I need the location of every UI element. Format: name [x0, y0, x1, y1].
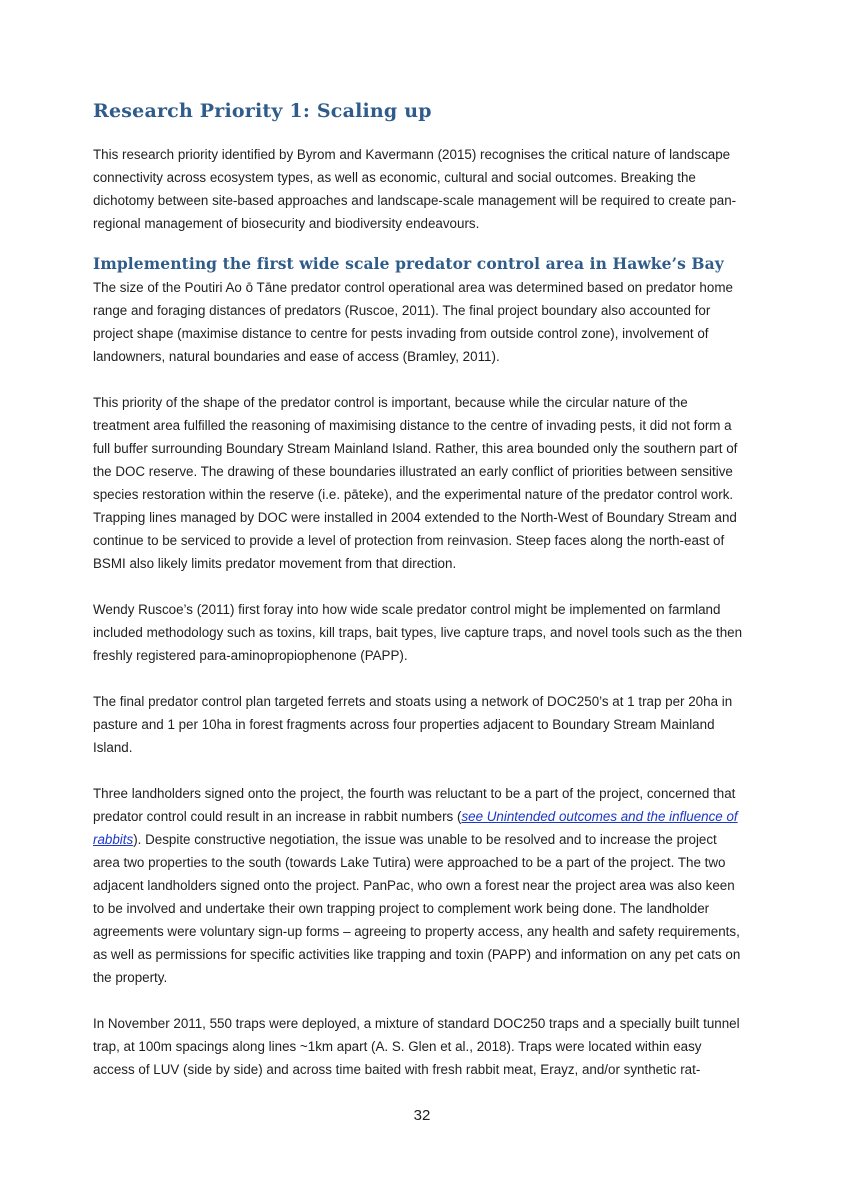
paragraph-ruscoe-methodology: Wendy Ruscoe’s (2011) first foray into how wide scale predator control might be implemented on farmland included methodology such as toxins, kill traps, bait types, live capture traps, and novel tools such as the then freshly registered para-aminopropiophenone (PAPP).	[93, 602, 743, 663]
page-number: 32	[413, 1107, 431, 1124]
subsection-heading: Implementing the first wide scale predator control area in Hawke’s Bay	[93, 254, 724, 273]
landholders-text-before: Three landholders signed onto the project, the fourth was reluctant to be a part of the project, concerned that predator control could result in an increase in rabbit numbers (	[93, 786, 736, 824]
document-page	[93, 96, 745, 1081]
paragraph-landholders	[93, 782, 745, 989]
paragraph-control-plan: The final predator control plan targeted ferrets and stoats using a network of DOC250’s at 1 trap per 20ha in pasture and 1 per 10ha in forest fragments across four properties adjacent to Boundary Stream Mainland Island.	[93, 694, 733, 755]
landholders-text-after: ). Despite constructive negotiation, the issue was unable to be resolved and to increase the project area two properties to the south (towards Lake Tutira) were approached to be a part of the project. The two adjacent landholders signed onto the project. PanPac, who own a forest near the project area was also keen to be involved and undertake their own trapping project to complement work being done. The landholder agreements were voluntary sign-up forms – agreeing to property access, any health and safety requirements, as well as permissions for specific activities like trapping and toxin (PAPP) and information on any pet cats on the property.	[93, 832, 741, 985]
section-heading: Research Priority 1: Scaling up	[93, 100, 432, 122]
paragraph-shape-priority: This priority of the shape of the predator control is important, because while the circular nature of the treatment area fulfilled the reasoning of maximising distance to the centre of invading pests, it did not form a full buffer surrounding Boundary Stream Mainland Island. Rather, this area bounded only the southern part of the DOC reserve. The drawing of these boundaries illustrated an early conflict of priorities between sensitive species restoration within the reserve (i.e. pāteke), and the experimental nature of the predator control work. Trapping lines managed by DOC were installed in 2004 extended to the North-West of Boundary Stream and continue to be serviced to provide a level of protection from reinvasion. Steep faces along the north-east of BSMI also likely limits predator movement from that direction.	[93, 395, 738, 571]
paragraph-trap-deployment: In November 2011, 550 traps were deployed, a mixture of standard DOC250 traps and a specially built tunnel trap, at 100m spacings along lines ~1km apart (A. S. Glen et al., 2018). Traps were located within easy access of LUV (side by side) and across time baited with fresh rabbit meat, Erayz, and/or synthetic rat-	[93, 1016, 740, 1077]
intro-paragraph: This research priority identified by Byrom and Kavermann (2015) recognises the critical nature of landscape connectivity across ecosystem types, as well as economic, cultural and social outcomes. Breaking the dichotomy between site-based approaches and landscape-scale management will be required to create pan-regional management of biosecurity and biodiversity endeavours.	[93, 147, 737, 231]
paragraph-operational-area: The size of the Poutiri Ao ō Tāne predator control operational area was determined based on predator home range and foraging distances of predators (Ruscoe, 2011). The final project boundary also accounted for project shape (maximise distance to centre for pests invading from outside control zone), involvement of landowners, natural boundaries and ease of access (Bramley, 2011).	[93, 280, 733, 364]
cross-reference-link-rabbits[interactable]: see Unintended outcomes and the influence of rabbits	[93, 809, 738, 847]
